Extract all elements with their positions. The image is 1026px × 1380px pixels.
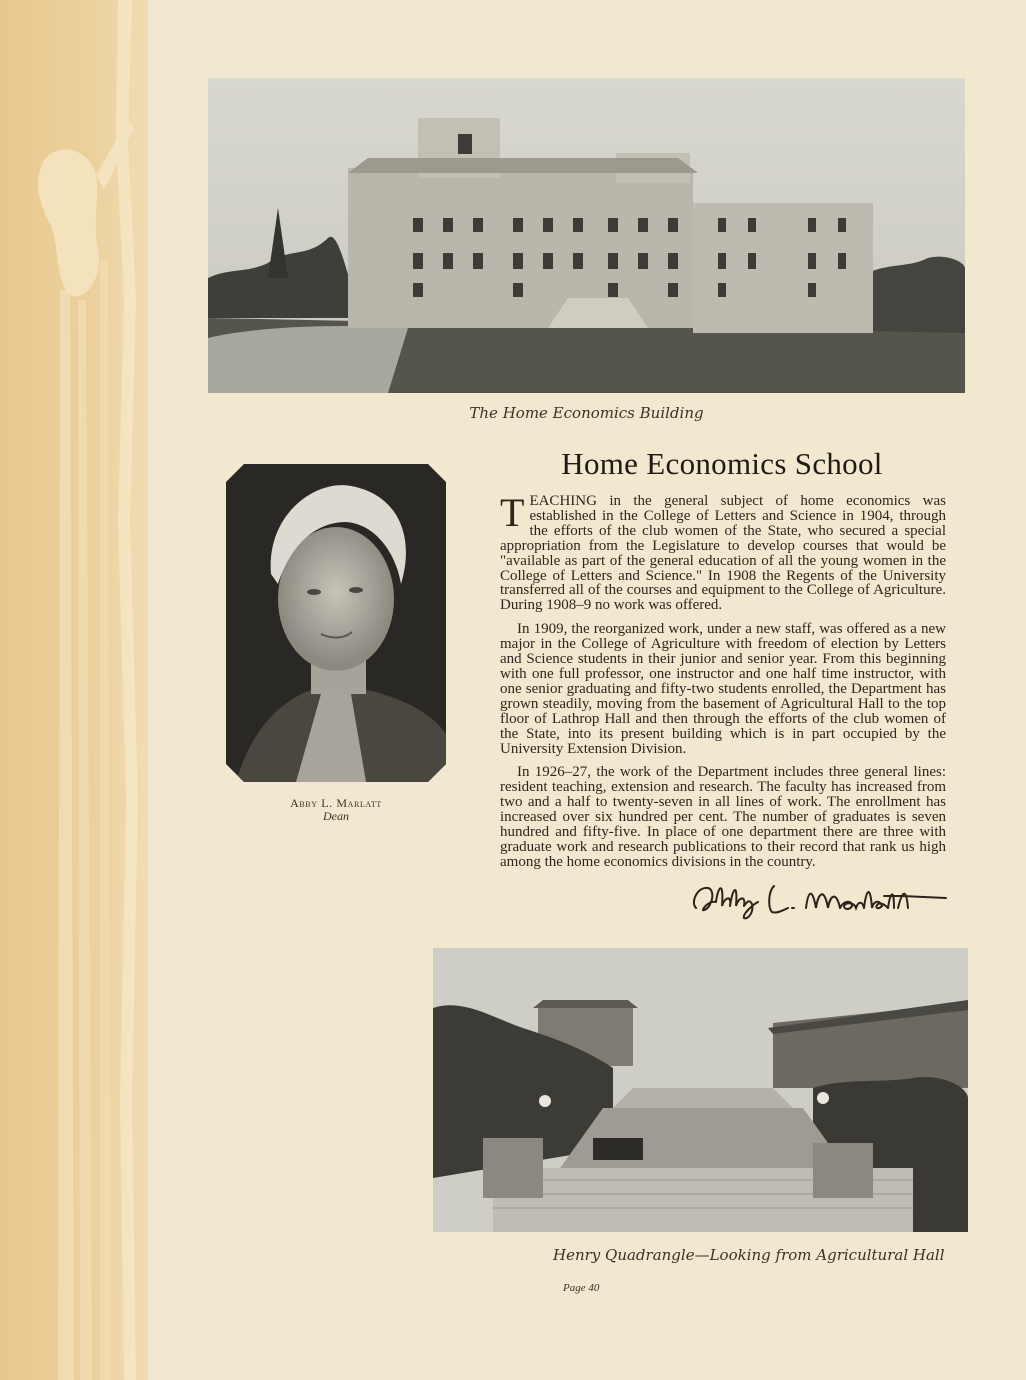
ornament-illustration: [0, 0, 148, 1380]
bottom-photo-caption: Henry Quadrangle—Looking from Agricultural Hall: [553, 1246, 945, 1264]
paragraph-3: In 1926–27, the work of the Department includes three general lines: resident teaching, extension and research. The faculty has increased from two and a half to twenty-seven in all lines of work. The enrollment has increased over six hundred per cent. The number of graduates is seven hundred and fifty-five. In place of one department there are three with graduate work and research publications to their record that rank us high among the home economics divisions in the country.: [500, 764, 946, 870]
portrait-name: Abby L. Marlatt: [290, 796, 382, 810]
home-economics-building-photo: [208, 78, 965, 393]
dean-portrait: [226, 464, 446, 782]
portrait-title: Dean: [323, 809, 349, 823]
top-photo-caption: The Home Economics Building: [469, 404, 704, 422]
page-number: Page 40: [563, 1282, 600, 1294]
paragraph-1-text: EACHING in the general subject of home economics was established in the College of Letters and Science in 1904, through the efforts of the club women of the State, who secured a special appropriation from the Legislature to develop courses that would be "available as part of the general education of all the young women in the College of Letters and Science." In 1908 the Regents of the University transferred all of the courses and equipment to the College of Agriculture. During 1908–9 no work was offered.: [500, 493, 946, 614]
decorative-border: [0, 0, 148, 1380]
page-title: Home Economics School: [561, 446, 883, 481]
signature: [688, 872, 950, 928]
paragraph-1: [500, 490, 946, 614]
paragraph-2: In 1909, the reorganized work, under a new staff, was offered as a new major in the College of Agriculture with freedom of election by Letters and Science students in their junior and senior year. From this beginning with one full professor, one instructor and one half time instructor, with one senior graduating and fifty-two students enrolled, the Department has grown steadily, moving from the basement of Agricultural Hall to the top floor of Lathrop Hall and then through the efforts of the club women of the State, into its present building which is in part occupied by the University Extension Division.: [500, 621, 946, 757]
article-body: [500, 490, 946, 879]
henry-quadrangle-photo: [433, 948, 968, 1232]
drop-cap: T: [500, 490, 525, 535]
